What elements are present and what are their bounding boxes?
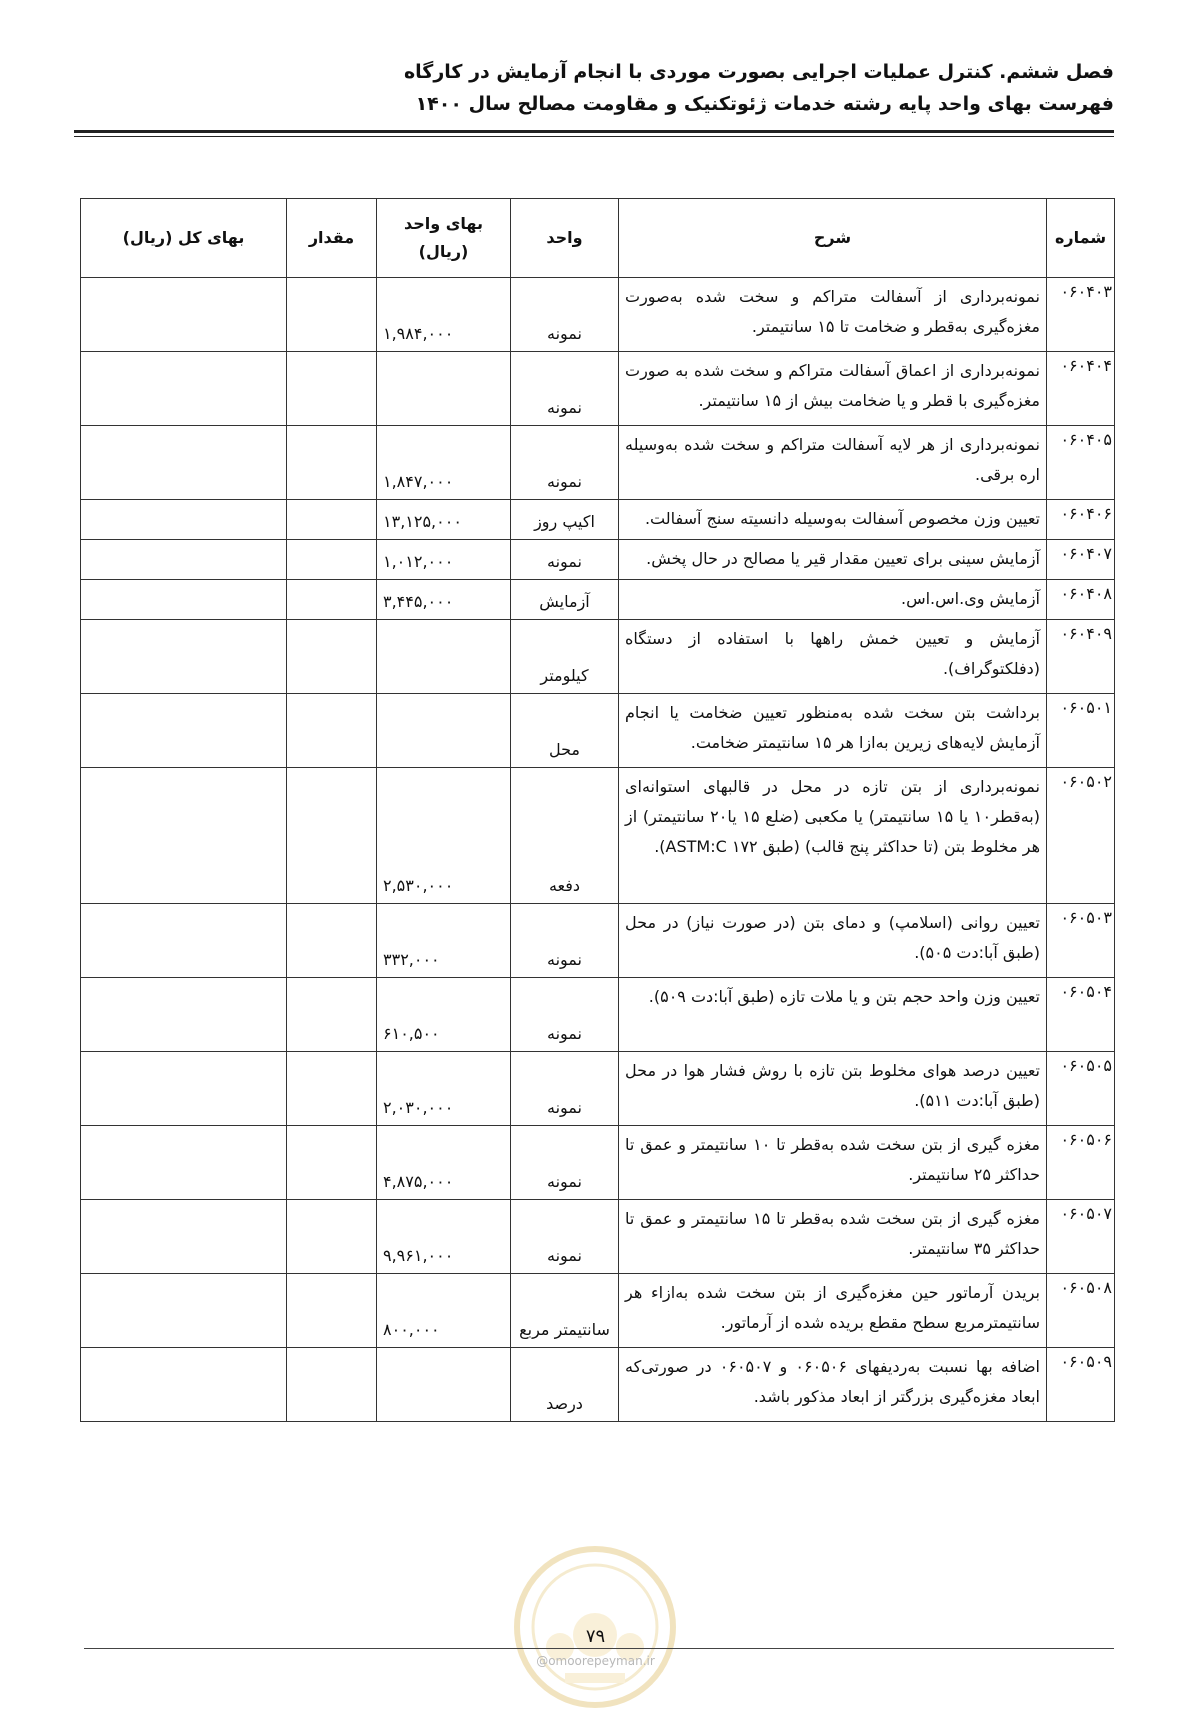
row-unit-price: ۲,۵۳۰,۰۰۰: [377, 768, 511, 904]
row-quantity: [287, 1126, 377, 1200]
row-description: نمونه‌برداری از آسفالت متراکم و سخت شده به‌صورت مغزه‌گیری به‌قطر و ضخامت تا ۱۵ سانتیمتر.: [619, 278, 1047, 352]
row-unit-price: ۸۰۰,۰۰۰: [377, 1274, 511, 1348]
row-total-price: [81, 1126, 287, 1200]
table-row: [81, 278, 1115, 352]
row-total-price: [81, 904, 287, 978]
row-description: تعیین وزن واحد حجم بتن و یا ملات تازه (طبق آبا:دت ۵۰۹).: [619, 978, 1047, 1052]
row-unit: نمونه: [511, 352, 619, 426]
row-unit: نمونه: [511, 978, 619, 1052]
row-unit-price: ۴,۸۷۵,۰۰۰: [377, 1126, 511, 1200]
header-rule-thin: [74, 136, 1114, 137]
row-number: ۰۶۰۵۰۴: [1047, 978, 1115, 1052]
row-unit: نمونه: [511, 1052, 619, 1126]
table-row: [81, 1052, 1115, 1126]
row-number: ۰۶۰۴۰۶: [1047, 500, 1115, 540]
row-total-price: [81, 540, 287, 580]
row-unit: سانتیمتر مربع: [511, 1274, 619, 1348]
table-row: [81, 904, 1115, 978]
row-quantity: [287, 1052, 377, 1126]
row-description: نمونه‌برداری از بتن تازه در محل در قالبهای استوانه‌ای (به‌قطر۱۰ یا ۱۵ سانتیمتر) یا مکعبی (ضلع ۱۵ یا۲۰ سانتیمتر) از هر مخلوط بتن (تا حداکثر پنج قالب) (طبق ۱۷۲ ASTM:C).: [619, 768, 1047, 904]
row-number: ۰۶۰۴۰۷: [1047, 540, 1115, 580]
row-total-price: [81, 1052, 287, 1126]
row-unit: کیلومتر: [511, 620, 619, 694]
table-row: [81, 1126, 1115, 1200]
row-unit: نمونه: [511, 278, 619, 352]
header-quantity: مقدار: [287, 199, 377, 278]
table-row: [81, 500, 1115, 540]
row-description: برداشت بتن سخت شده به‌منظور تعیین ضخامت یا انجام آزمایش لایه‌های زیرین به‌ازا هر ۱۵ سانتیمتر ضخامت.: [619, 694, 1047, 768]
row-total-price: [81, 978, 287, 1052]
row-total-price: [81, 500, 287, 540]
row-unit-price: ۳,۴۴۵,۰۰۰: [377, 580, 511, 620]
header-description: شرح: [619, 199, 1047, 278]
row-total-price: [81, 694, 287, 768]
row-quantity: [287, 580, 377, 620]
row-number: ۰۶۰۵۰۸: [1047, 1274, 1115, 1348]
row-unit-price: ۹,۹۶۱,۰۰۰: [377, 1200, 511, 1274]
row-number: ۰۶۰۴۰۴: [1047, 352, 1115, 426]
row-unit-price: ۳۳۲,۰۰۰: [377, 904, 511, 978]
row-unit: اکیپ روز: [511, 500, 619, 540]
row-total-price: [81, 278, 287, 352]
row-number: ۰۶۰۵۰۳: [1047, 904, 1115, 978]
row-unit: نمونه: [511, 1126, 619, 1200]
row-number: ۰۶۰۴۰۸: [1047, 580, 1115, 620]
row-unit: آزمایش: [511, 580, 619, 620]
row-unit: درصد: [511, 1348, 619, 1422]
footer-rule: [84, 1648, 1114, 1649]
row-total-price: [81, 580, 287, 620]
row-unit-price: [377, 352, 511, 426]
row-unit-price: ۱۳,۱۲۵,۰۰۰: [377, 500, 511, 540]
row-number: ۰۶۰۵۰۵: [1047, 1052, 1115, 1126]
row-unit-price: ۶۱۰,۵۰۰: [377, 978, 511, 1052]
table-row: [81, 352, 1115, 426]
row-unit-price: [377, 694, 511, 768]
row-number: ۰۶۰۴۰۳: [1047, 278, 1115, 352]
row-total-price: [81, 1274, 287, 1348]
row-unit-price: ۲,۰۳۰,۰۰۰: [377, 1052, 511, 1126]
row-description: مغزه گیری از بتن سخت شده به‌قطر تا ۱۵ سانتیمتر و عمق تا حداکثر ۳۵ سانتیمتر.: [619, 1200, 1047, 1274]
row-unit: محل: [511, 694, 619, 768]
row-description: نمونه‌برداری از هر لایه آسفالت متراکم و سخت شده به‌وسیله اره برقی.: [619, 426, 1047, 500]
table-row: [81, 1348, 1115, 1422]
table-row: [81, 580, 1115, 620]
row-unit: نمونه: [511, 540, 619, 580]
row-total-price: [81, 426, 287, 500]
table-row: [81, 1200, 1115, 1274]
row-quantity: [287, 278, 377, 352]
row-description: آزمایش سینی برای تعیین مقدار قیر یا مصالح در حال پخش.: [619, 540, 1047, 580]
row-quantity: [287, 978, 377, 1052]
row-total-price: [81, 352, 287, 426]
row-description: بریدن آرماتور حین مغزه‌گیری از بتن سخت شده به‌ازاء هر سانتیمترمربع سطح مقطع بریده شده از آرماتور.: [619, 1274, 1047, 1348]
header-unit-price-currency: (ریال): [418, 242, 469, 261]
page-number: ۷۹: [585, 1626, 606, 1647]
row-description: نمونه‌برداری از اعماق آسفالت متراکم و سخت شده به صورت مغزه‌گیری با قطر و یا ضخامت بیش از ۱۵ سانتیمتر.: [619, 352, 1047, 426]
header-unit-price: [377, 199, 511, 278]
price-table: [80, 198, 1115, 1422]
row-quantity: [287, 1348, 377, 1422]
row-unit-price: ۱,۹۸۴,۰۰۰: [377, 278, 511, 352]
row-description: تعیین درصد هوای مخلوط بتن تازه با روش فشار هوا در محل (طبق آبا:دت ۵۱۱).: [619, 1052, 1047, 1126]
table-row: [81, 694, 1115, 768]
site-watermark-text: @omoorepeyman.ir: [536, 1654, 655, 1668]
chapter-title: فصل ششم. کنترل عملیات اجرایی بصورت موردی با انجام آزمایش در کارگاه: [403, 61, 1114, 83]
header-rule-thick: [74, 130, 1114, 133]
table-row: [81, 620, 1115, 694]
row-quantity: [287, 426, 377, 500]
row-number: ۰۶۰۴۰۹: [1047, 620, 1115, 694]
row-unit: نمونه: [511, 904, 619, 978]
row-total-price: [81, 1200, 287, 1274]
table-header-row: [81, 199, 1115, 278]
row-description: آزمایش وی.اس.اس.: [619, 580, 1047, 620]
page-header: [74, 56, 1114, 120]
row-number: ۰۶۰۵۰۱: [1047, 694, 1115, 768]
document-title: فهرست بهای واحد پایه رشته خدمات ژئوتکنیک و مقاومت مصالح سال ۱۴۰۰: [415, 93, 1114, 115]
row-total-price: [81, 768, 287, 904]
header-total-price: بهای کل (ریال): [81, 199, 287, 278]
row-description: اضافه بها نسبت به‌ردیفهای ۰۶۰۵۰۶ و ۰۶۰۵۰۷ در صورتی‌که ابعاد مغزه‌گیری بزرگتر از ابعاد مذکور باشد.: [619, 1348, 1047, 1422]
row-description: مغزه گیری از بتن سخت شده به‌قطر تا ۱۰ سانتیمتر و عمق تا حداکثر ۲۵ سانتیمتر.: [619, 1126, 1047, 1200]
row-unit: نمونه: [511, 1200, 619, 1274]
table-row: [81, 540, 1115, 580]
table-row: [81, 426, 1115, 500]
row-quantity: [287, 1274, 377, 1348]
row-quantity: [287, 904, 377, 978]
row-unit-price: [377, 620, 511, 694]
row-quantity: [287, 768, 377, 904]
table-row: [81, 1274, 1115, 1348]
row-description: تعیین وزن مخصوص آسفالت به‌وسیله دانسیته سنج آسفالت.: [619, 500, 1047, 540]
row-quantity: [287, 694, 377, 768]
row-description: آزمایش و تعیین خمش راهها با استفاده از دستگاه (دفلکتوگراف).: [619, 620, 1047, 694]
header-unit: واحد: [511, 199, 619, 278]
row-quantity: [287, 1200, 377, 1274]
row-quantity: [287, 540, 377, 580]
table-row: [81, 978, 1115, 1052]
row-unit: نمونه: [511, 426, 619, 500]
row-total-price: [81, 620, 287, 694]
table-row: [81, 768, 1115, 904]
header-unit-price-label: بهای واحد: [403, 214, 483, 233]
header-number: شماره: [1047, 199, 1115, 278]
row-number: ۰۶۰۵۰۲: [1047, 768, 1115, 904]
row-quantity: [287, 352, 377, 426]
row-number: ۰۶۰۵۰۷: [1047, 1200, 1115, 1274]
row-unit: دفعه: [511, 768, 619, 904]
row-total-price: [81, 1348, 287, 1422]
row-unit-price: ۱,۰۱۲,۰۰۰: [377, 540, 511, 580]
row-number: ۰۶۰۵۰۶: [1047, 1126, 1115, 1200]
row-quantity: [287, 620, 377, 694]
row-description: تعیین روانی (اسلامپ) و دمای بتن (در صورت نیاز) در محل (طبق آبا:دت ۵۰۵).: [619, 904, 1047, 978]
row-quantity: [287, 500, 377, 540]
row-number: ۰۶۰۵۰۹: [1047, 1348, 1115, 1422]
row-number: ۰۶۰۴۰۵: [1047, 426, 1115, 500]
row-unit-price: [377, 1348, 511, 1422]
row-unit-price: ۱,۸۴۷,۰۰۰: [377, 426, 511, 500]
